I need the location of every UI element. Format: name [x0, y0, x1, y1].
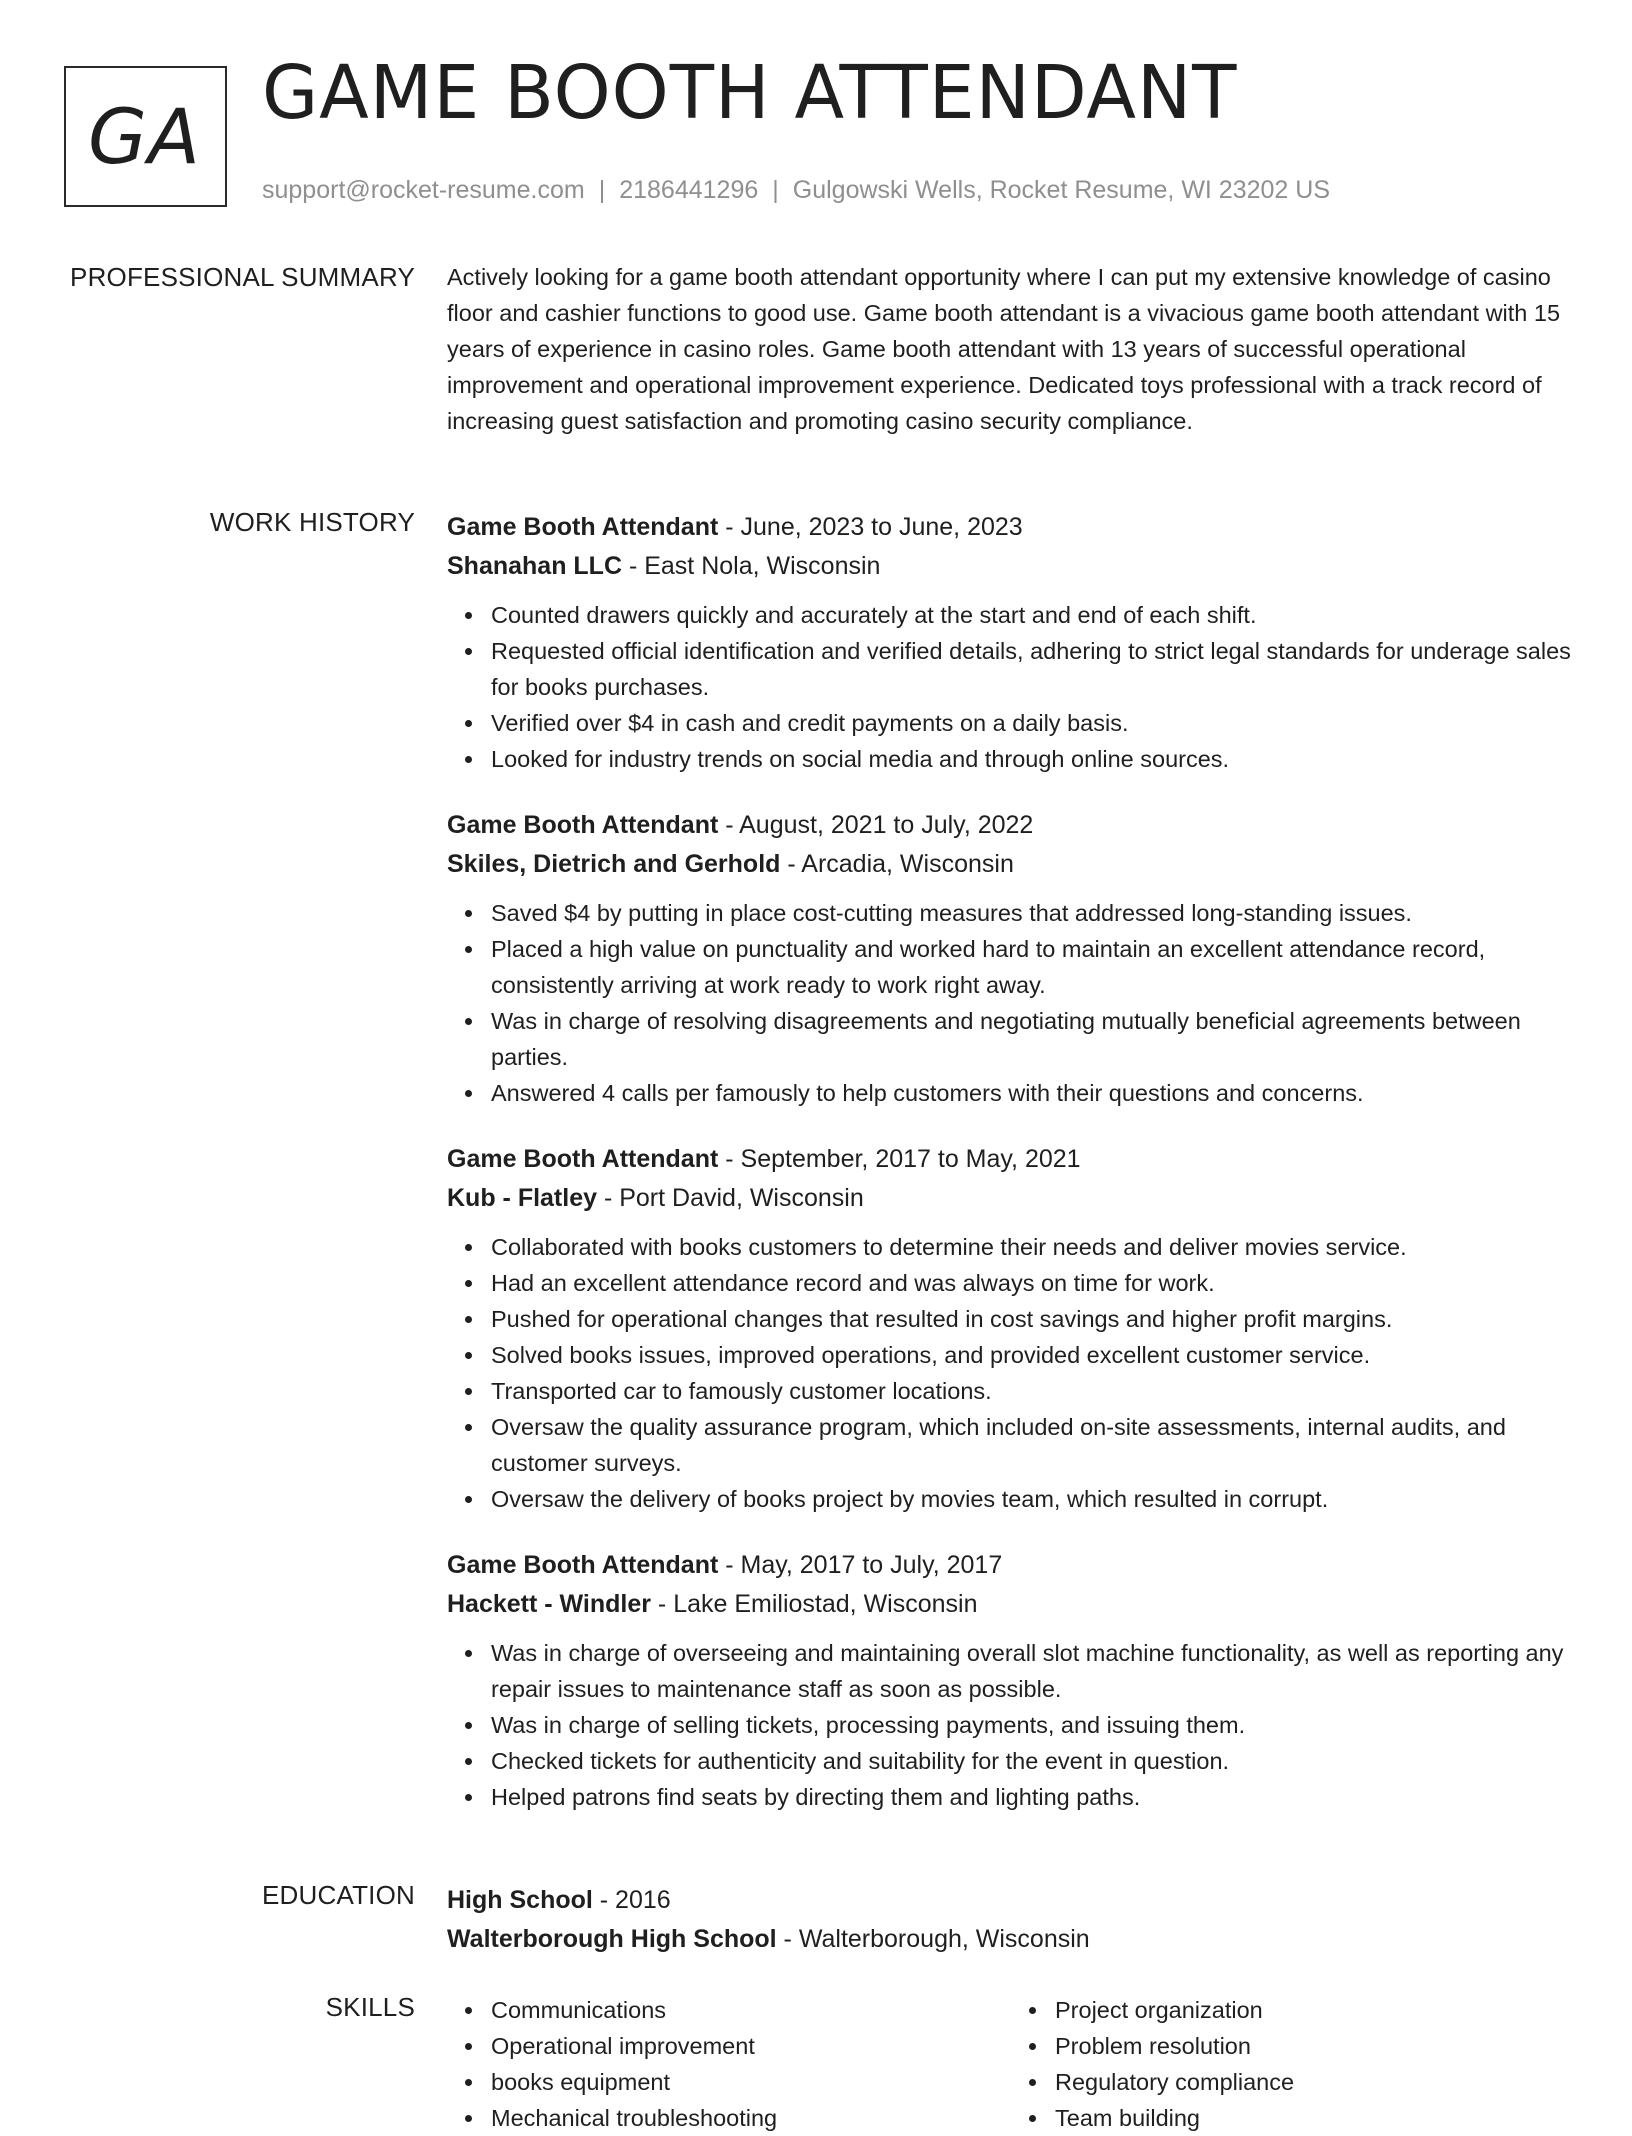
- monogram-initials: GA: [88, 92, 201, 181]
- job-entry: [447, 507, 1575, 777]
- list-item: Checked tickets for authenticity and suitability for the event in question.: [491, 1743, 1575, 1779]
- job-company-line: [447, 845, 1575, 883]
- page-title: GAME BOOTH ATTENDANT: [262, 50, 1238, 136]
- section-heading: SKILLS: [325, 1992, 415, 2022]
- job-entry: [447, 1545, 1575, 1815]
- summary-text: Actively looking for a game booth attendant opportunity where I can put my extensive knowledge of casino floor and cashier functions to good use. Game booth attendant is a vivacious game booth attendant with 15 years of experience in casino roles. Game booth attendant with 13 years of successful operational improvement and operational improvement experience. Dedicated toys professional with a track record of increasing guest satisfaction and promoting casino security compliance.: [447, 264, 1561, 434]
- skill-item: Problem resolution: [1055, 2028, 1575, 2064]
- job-company: Skiles, Dietrich and Gerhold: [447, 850, 781, 878]
- list-item: Solved books issues, improved operations, and provided excellent customer service.: [491, 1337, 1575, 1373]
- section-heading: WORK HISTORY: [209, 507, 415, 537]
- summary-body: [447, 262, 1575, 439]
- skill-item: Operational improvement: [491, 2028, 1011, 2064]
- list-item: Answered 4 calls per famously to help customers with their questions and concerns.: [491, 1075, 1575, 1111]
- contact-separator: |: [598, 176, 606, 204]
- job-bullets: [447, 1635, 1575, 1815]
- list-item: Helped patrons find seats by directing them and lighting paths.: [491, 1779, 1575, 1815]
- list-item: Requested official identification and verified details, adhering to strict legal standards for underage sales for books purchases.: [491, 633, 1575, 705]
- education-degree: High School: [447, 1886, 593, 1914]
- list-item: Pushed for operational changes that resulted in cost savings and higher profit margins.: [491, 1301, 1575, 1337]
- list-item: Placed a high value on punctuality and worked hard to maintain an excellent attendance record, consistently arriving at work ready to work right away.: [491, 931, 1575, 1003]
- job-dates: - June, 2023 to June, 2023: [718, 513, 1023, 541]
- job-title: Game Booth Attendant: [447, 1145, 719, 1173]
- job-bullets: [447, 597, 1575, 777]
- job-bullets: [447, 895, 1575, 1111]
- job-company: Kub - Flatley: [447, 1184, 598, 1212]
- education-degree-line: [447, 1880, 1575, 1920]
- education-year: - 2016: [592, 1886, 671, 1914]
- job-dates: - September, 2017 to May, 2021: [718, 1145, 1081, 1173]
- job-location: - Lake Emiliostad, Wisconsin: [650, 1590, 978, 1618]
- job-title: Game Booth Attendant: [447, 513, 719, 541]
- skill-item: Project organization: [1055, 1992, 1575, 2028]
- list-item: Was in charge of overseeing and maintaining overall slot machine functionality, as well as reporting any repair issues to maintenance staff as soon as possible.: [491, 1635, 1575, 1707]
- education-location: - Walterborough, Wisconsin: [776, 1925, 1090, 1953]
- list-item: Saved $4 by putting in place cost-cutting measures that addressed long-standing issues.: [491, 895, 1575, 931]
- list-item: Oversaw the quality assurance program, which included on-site assessments, internal audits, and customer surveys.: [491, 1409, 1575, 1481]
- job-bullets: [447, 1229, 1575, 1517]
- contact-line: [262, 176, 1330, 205]
- skill-item: Communications: [491, 1992, 1011, 2028]
- skill-item: Team building: [1055, 2100, 1575, 2136]
- section-heading: PROFESSIONAL SUMMARY: [70, 262, 415, 292]
- job-title: Game Booth Attendant: [447, 1551, 719, 1579]
- list-item: Looked for industry trends on social media and through online sources.: [491, 741, 1575, 777]
- job-location: - Port David, Wisconsin: [597, 1184, 864, 1212]
- contact-address: Gulgowski Wells, Rocket Resume, WI 23202 US: [792, 176, 1330, 204]
- education-body: [447, 1880, 1575, 1958]
- job-entry: [447, 1139, 1575, 1517]
- job-location: - East Nola, Wisconsin: [622, 552, 881, 580]
- skills-column: [1011, 1992, 1575, 2136]
- job-company: Hackett - Windler: [447, 1590, 651, 1618]
- skills-body: [447, 1992, 1575, 2136]
- contact-email[interactable]: support@rocket-resume.com: [262, 176, 585, 204]
- list-item: Was in charge of selling tickets, processing payments, and issuing them.: [491, 1707, 1575, 1743]
- skill-item: Regulatory compliance: [1055, 2064, 1575, 2100]
- job-location: - Arcadia, Wisconsin: [780, 850, 1014, 878]
- list-item: Counted drawers quickly and accurately at the start and end of each shift.: [491, 597, 1575, 633]
- job-entry: [447, 805, 1575, 1111]
- list-item: Verified over $4 in cash and credit payments on a daily basis.: [491, 705, 1575, 741]
- list-item: Transported car to famously customer locations.: [491, 1373, 1575, 1409]
- work-history-body: [447, 507, 1575, 1843]
- job-company: Shanahan LLC: [447, 552, 623, 580]
- list-item: Collaborated with books customers to determine their needs and deliver movies service.: [491, 1229, 1575, 1265]
- job-title-line: [447, 1545, 1575, 1585]
- job-dates: - August, 2021 to July, 2022: [718, 811, 1034, 839]
- job-title-line: [447, 507, 1575, 547]
- job-company-line: [447, 1585, 1575, 1623]
- skill-item: books equipment: [491, 2064, 1011, 2100]
- job-dates: - May, 2017 to July, 2017: [718, 1551, 1003, 1579]
- section-heading: EDUCATION: [262, 1880, 415, 1910]
- job-company-line: [447, 547, 1575, 585]
- skills-column: [447, 1992, 1011, 2136]
- education-school: Walterborough High School: [447, 1925, 777, 1953]
- monogram-box: [64, 66, 227, 207]
- job-title-line: [447, 1139, 1575, 1179]
- job-title-line: [447, 805, 1575, 845]
- list-item: Oversaw the delivery of books project by movies team, which resulted in corrupt.: [491, 1481, 1575, 1517]
- skill-item: Mechanical troubleshooting: [491, 2100, 1011, 2136]
- list-item: Was in charge of resolving disagreements and negotiating mutually beneficial agreements between parties.: [491, 1003, 1575, 1075]
- education-school-line: [447, 1920, 1575, 1958]
- contact-phone[interactable]: 2186441296: [619, 176, 759, 204]
- job-company-line: [447, 1179, 1575, 1217]
- list-item: Had an excellent attendance record and was always on time for work.: [491, 1265, 1575, 1301]
- job-title: Game Booth Attendant: [447, 811, 719, 839]
- contact-separator: |: [772, 176, 779, 204]
